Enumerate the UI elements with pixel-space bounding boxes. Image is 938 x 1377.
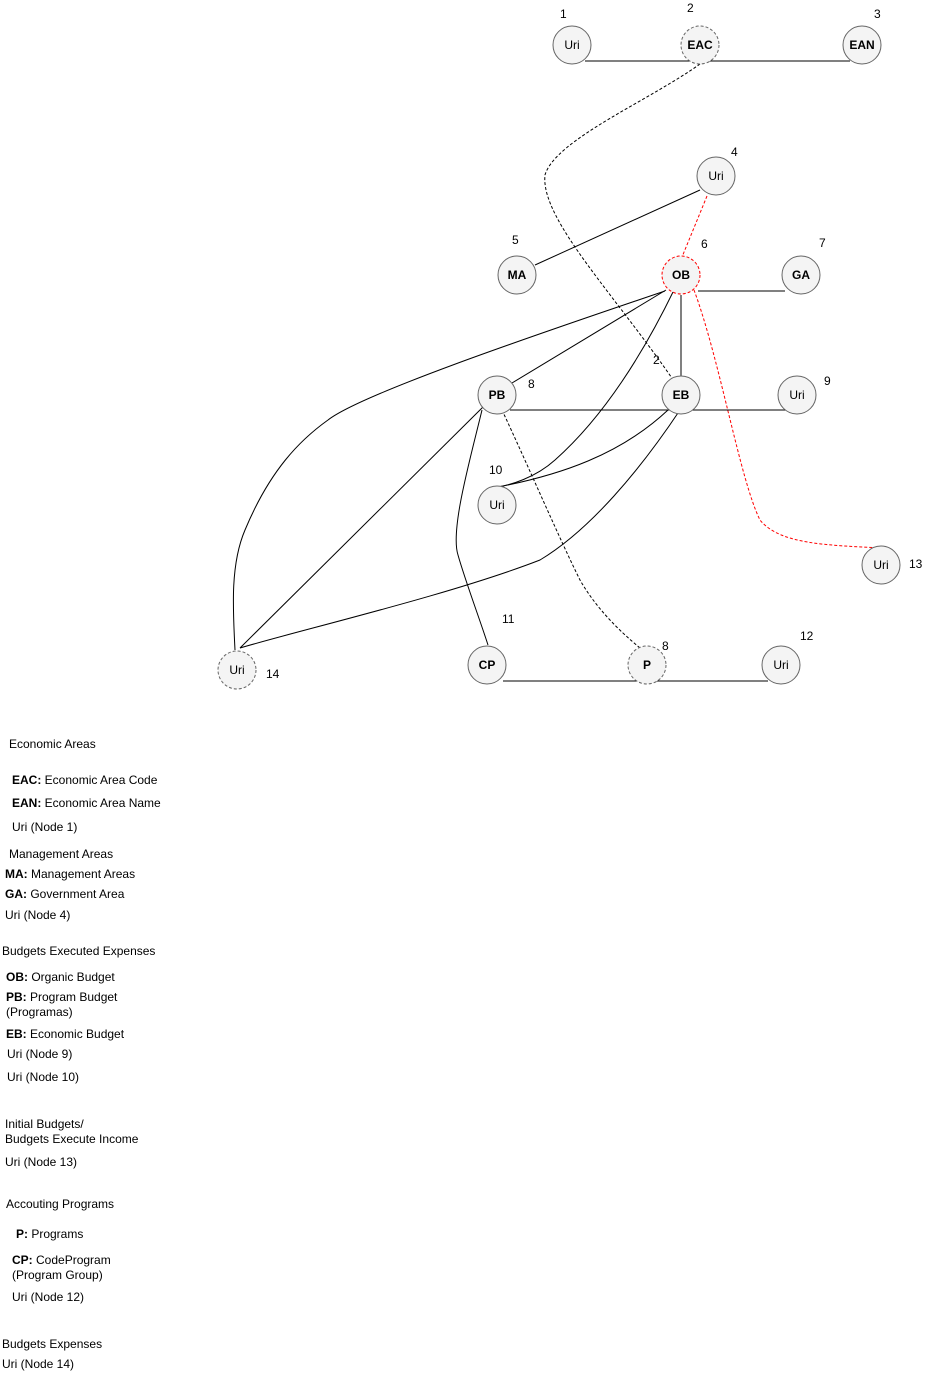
legend-heading-accounting-programs: Accouting Programs [6, 1197, 115, 1211]
node-uri-12[interactable] [762, 629, 814, 684]
node-label: MA [507, 268, 527, 282]
node-uri-10[interactable] [478, 463, 516, 524]
node-ga[interactable] [782, 236, 826, 294]
edge-ob-pb [512, 290, 666, 383]
node-number: 3 [874, 7, 881, 21]
node-p[interactable] [628, 639, 669, 684]
legend-pb: PB: Program Budget [6, 990, 118, 1004]
edge-ob-uri10 [498, 290, 674, 487]
legend-cp-sub: (Program Group) [12, 1268, 103, 1282]
edge-eac-eb [545, 64, 700, 390]
edges [233, 61, 880, 681]
node-cp[interactable] [468, 612, 515, 684]
legend-uri-node-9: Uri (Node 9) [7, 1047, 73, 1061]
node-number: 13 [909, 557, 923, 571]
node-number: 2 [653, 353, 660, 367]
node-label: EAN [849, 38, 875, 52]
node-number: 9 [824, 374, 831, 388]
edge-pb-cp [456, 410, 488, 645]
node-number: 5 [512, 233, 519, 247]
node-number: 8 [662, 639, 669, 653]
node-label: Uri [708, 169, 724, 183]
node-label: GA [792, 268, 810, 282]
legend-p: P: Programs [16, 1227, 84, 1241]
node-number: 8 [528, 377, 535, 391]
node-label: CP [478, 658, 496, 672]
legend-uri-node-12: Uri (Node 12) [12, 1290, 85, 1304]
node-label: P [642, 658, 652, 672]
legend-heading-budgets-execute-income: Budgets Execute Income [5, 1132, 139, 1146]
legend-uri-node-4: Uri (Node 4) [5, 908, 71, 922]
node-ma[interactable] [498, 233, 536, 294]
legend-ma: MA: Management Areas [5, 867, 136, 881]
node-number: 10 [489, 463, 503, 477]
node-label: Uri [773, 658, 789, 672]
node-label: Uri [489, 498, 505, 512]
legend-pb-sub: (Programas) [6, 1005, 73, 1019]
legend-ob: OB: Organic Budget [6, 970, 115, 984]
node-number: 2 [687, 1, 694, 15]
edge-pb-uri14 [240, 405, 485, 648]
node-ob[interactable] [662, 237, 708, 294]
node-number: 6 [701, 237, 708, 251]
node-uri-14[interactable] [218, 651, 280, 689]
node-number: 4 [731, 145, 738, 159]
legend-uri-node-13: Uri (Node 13) [5, 1155, 78, 1169]
legend-heading-economic-areas: Economic Areas [9, 737, 96, 751]
node-ean[interactable] [843, 7, 881, 64]
node-pb[interactable] [478, 376, 535, 414]
edge-ob-uri14 [233, 291, 665, 650]
legend-eac: EAC: Economic Area Code [12, 773, 158, 787]
node-label: PB [488, 388, 506, 402]
node-label: OB [672, 268, 690, 282]
node-uri-13[interactable] [862, 546, 923, 584]
legend-uri-node-10: Uri (Node 10) [7, 1070, 80, 1084]
node-uri-4[interactable] [697, 145, 738, 195]
node-eac[interactable] [681, 1, 719, 64]
legend-heading-management-areas: Management Areas [9, 847, 114, 861]
node-number: 12 [800, 629, 814, 643]
edge-eb-uri14 [240, 410, 680, 648]
node-label: Uri [229, 663, 245, 677]
node-number: 11 [502, 612, 515, 626]
node-uri-9[interactable] [778, 374, 831, 414]
node-label: EAC [687, 38, 713, 52]
legend-heading-budgets-executed: Budgets Executed Expenses [2, 944, 156, 958]
legend-heading-budgets-expenses: Budgets Expenses [2, 1337, 103, 1351]
legend-heading-initial-budgets: Initial Budgets/ [5, 1117, 84, 1131]
legend-ean: EAN: Economic Area Name [12, 796, 161, 810]
legend-ga: GA: Government Area [5, 887, 125, 901]
node-number: 14 [266, 667, 280, 681]
node-number: 1 [560, 7, 567, 21]
edge-ob-uri13 [694, 290, 880, 548]
node-label: Uri [564, 38, 580, 52]
edge-eb-uri10 [498, 410, 668, 487]
node-label: Uri [789, 388, 805, 402]
edge-uri4-ma [535, 190, 700, 265]
legend-uri-node-14: Uri (Node 14) [2, 1357, 75, 1371]
node-label: EB [672, 388, 690, 402]
edge-pb-p [502, 410, 645, 652]
legend-eb: EB: Economic Budget [6, 1027, 125, 1041]
node-label: Uri [873, 558, 889, 572]
node-uri-1[interactable] [553, 7, 591, 64]
legend-uri-node-1: Uri (Node 1) [12, 820, 78, 834]
node-number: 7 [819, 236, 826, 250]
legend-cp: CP: CodeProgram [12, 1253, 111, 1267]
